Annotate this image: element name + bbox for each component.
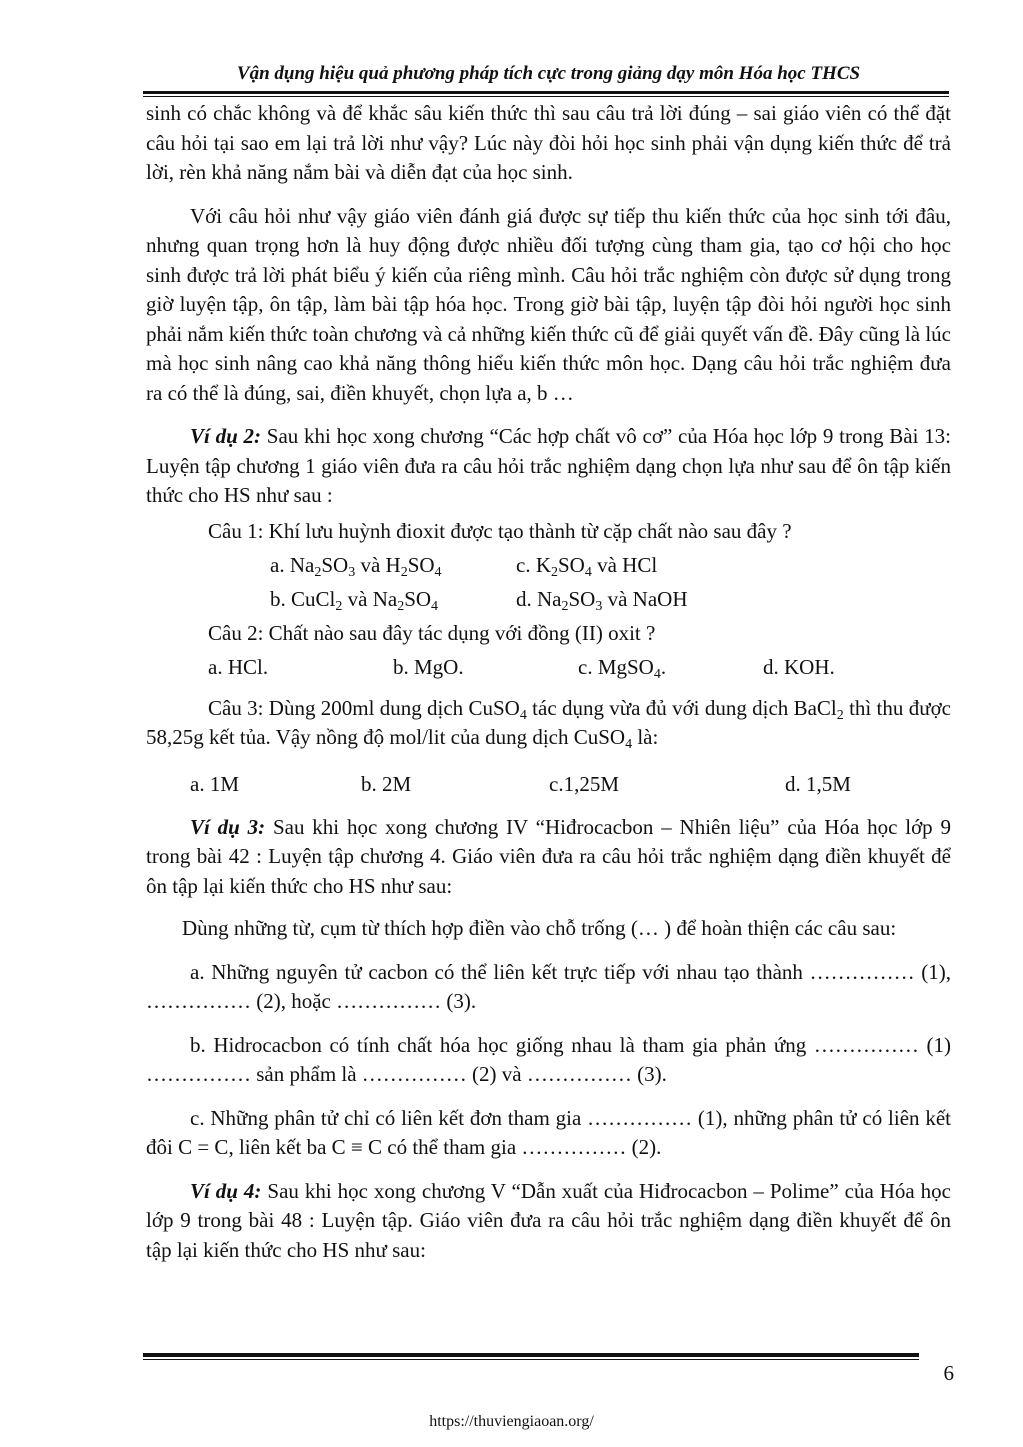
example-3-label: Ví dụ 3: xyxy=(190,814,266,839)
example-2-label: Ví dụ 2: xyxy=(190,424,262,448)
question-1: Câu 1: Khí lưu huỳnh đioxit được tạo thành từ cặp chất nào sau đây ? xyxy=(208,518,792,543)
question-3-option-a: a. 1M xyxy=(190,771,239,796)
question-1-option-b: b. CuCl$_2$ và $Na_2SO_4$ xyxy=(270,586,439,614)
example-2-text: Sau khi học xong chương “Các hợp chất vô cơ” của Hóa học lớp 9 trong Bài 13: Luyện tập chương 1 giáo viên đưa ra câu hỏi trắc nghiệm dạng chọn lựa như sau để ôn tập kiến thức cho HS như sau : xyxy=(146,424,951,507)
question-2-option-c: c. MgSO$_4$. xyxy=(578,654,667,682)
question-2-option-a: a. HCl. xyxy=(208,654,269,679)
footer-rule xyxy=(143,1353,919,1357)
example-3-item-b: b. Hidrocacbon có tính chất hóa học giống nhau là tham gia phản ứng …………… (1) …………… sản phẩm là …………… (2) và …………… (3). xyxy=(146,1032,951,1086)
example-3-instruction: Dùng những từ, cụm từ thích hợp điền vào chỗ trống (… ) để hoàn thiện các câu sau: xyxy=(182,916,897,940)
header-rule xyxy=(143,91,949,94)
question-1-options-row-1 xyxy=(146,548,951,582)
example-3-text: Sau khi học xong chương IV “Hiđrocacbon – Nhiên liệu” của Hóa học lớp 9 trong bài 42 : Luyện tập chương 4. Giáo viên đưa ra câu hỏi trắc nghiệm dạng điền khuyết để ôn tập lại kiến thức cho HS như sau: xyxy=(146,814,951,898)
question-1-options-row-2 xyxy=(146,582,951,616)
question-3-option-c: c.1,25M xyxy=(549,771,619,796)
question-2-option-d: d. KOH. xyxy=(763,654,835,679)
paragraph-assessment: Với câu hỏi như vậy giáo viên đánh giá được sự tiếp thu kiến thức của học sinh tới đâu, nhưng quan trọng hơn là huy động được nhiều đối tượng cùng tham gia, tạo cơ hội cho học sinh được trả lời phát biểu ý kiến của riêng mình. Câu hỏi trắc nghiệm còn được sử dụng trong giờ luyện tập, ôn tập, làm bài tập hóa học. Trong giờ bài tập, luyện tập đòi hỏi người học sinh phải nắm kiến thức toàn chương và cả những kiến thức cũ để giải quyết vấn đề. Đây cũng là lúc mà học sinh nâng cao khả năng thông hiểu kiến thức môn học. Dạng câu hỏi trắc nghiệm đưa ra có thể là đúng, sai, điền khuyết, chọn lựa a, b … xyxy=(146,203,951,405)
question-2: Câu 2: Chất nào sau đây tác dụng với đồng (II) oxit ? xyxy=(208,620,656,645)
paragraph-continuation: sinh có chắc không và để khắc sâu kiến thức thì sau câu trả lời đúng – sai giáo viên có thể đặt câu hỏi tại sao em lại trả lời như vậy? Lúc này đòi hỏi học sinh phải vận dụng kiến thức để trả lời, rèn khả năng nắm bài và diễn đạt của học sinh. xyxy=(146,101,951,184)
header-rule-thin xyxy=(143,96,949,97)
page-number: 6 xyxy=(943,1361,954,1385)
question-1-option-a: a. $Na_2SO_3$ và $H_2SO_4$ xyxy=(270,552,442,580)
example-3-item-c: c. Những phân tử chỉ có liên kết đơn tham gia …………… (1), những phân tử có liên kết đôi C = C, liên kết ba C ≡ C có thể tham gia …………… (2). xyxy=(146,1105,951,1159)
question-2-options xyxy=(146,650,951,684)
question-3-option-b: b. 2M xyxy=(361,771,412,796)
page-body xyxy=(146,99,951,1265)
question-3-option-d: d. 1,5M xyxy=(785,771,851,796)
example-3-intro xyxy=(146,813,951,902)
running-header-title: Vận dụng hiệu quả phương pháp tích cực trong giảng dạy môn Hóa học THCS xyxy=(236,63,861,84)
question-3: Câu 3: Dùng 200ml dung dịch CuSO$_4$ tác dụng vừa đủ với dung dịch BaCl$_2$ thì thu được 58,25g kết tủa. Vậy nồng độ mol/lit của dung dịch CuSO$_4$ là: xyxy=(146,695,951,752)
question-3-options xyxy=(146,767,951,801)
example-3-item-a: a. Những nguyên tử cacbon có thể liên kết trực tiếp với nhau tạo thành …………… (1), …………… (2), hoặc …………… (3). xyxy=(146,959,951,1013)
source-url: https://thuviengiaoan.org/ xyxy=(429,1413,594,1430)
question-1-option-c: c. $K_2SO_4$ và HCl xyxy=(516,552,658,580)
example-4-label: Ví dụ 4: xyxy=(190,1178,262,1203)
example-4-text: Sau khi học xong chương V “Dẫn xuất của Hiđrocacbon – Polime” của Hóa học lớp 9 trong bài 48 : Luyện tập. Giáo viên đưa ra câu hỏi trắc nghiệm dạng điền khuyết để ôn tập lại kiến thức cho HS như sau: xyxy=(146,1178,952,1262)
question-1-option-d: d. $Na_2SO_3$ và NaOH xyxy=(516,586,688,614)
footer-rule-thin xyxy=(143,1359,919,1360)
question-2-option-b: b. MgO. xyxy=(393,654,464,679)
example-2-intro xyxy=(146,422,951,511)
example-4-intro xyxy=(146,1177,951,1266)
